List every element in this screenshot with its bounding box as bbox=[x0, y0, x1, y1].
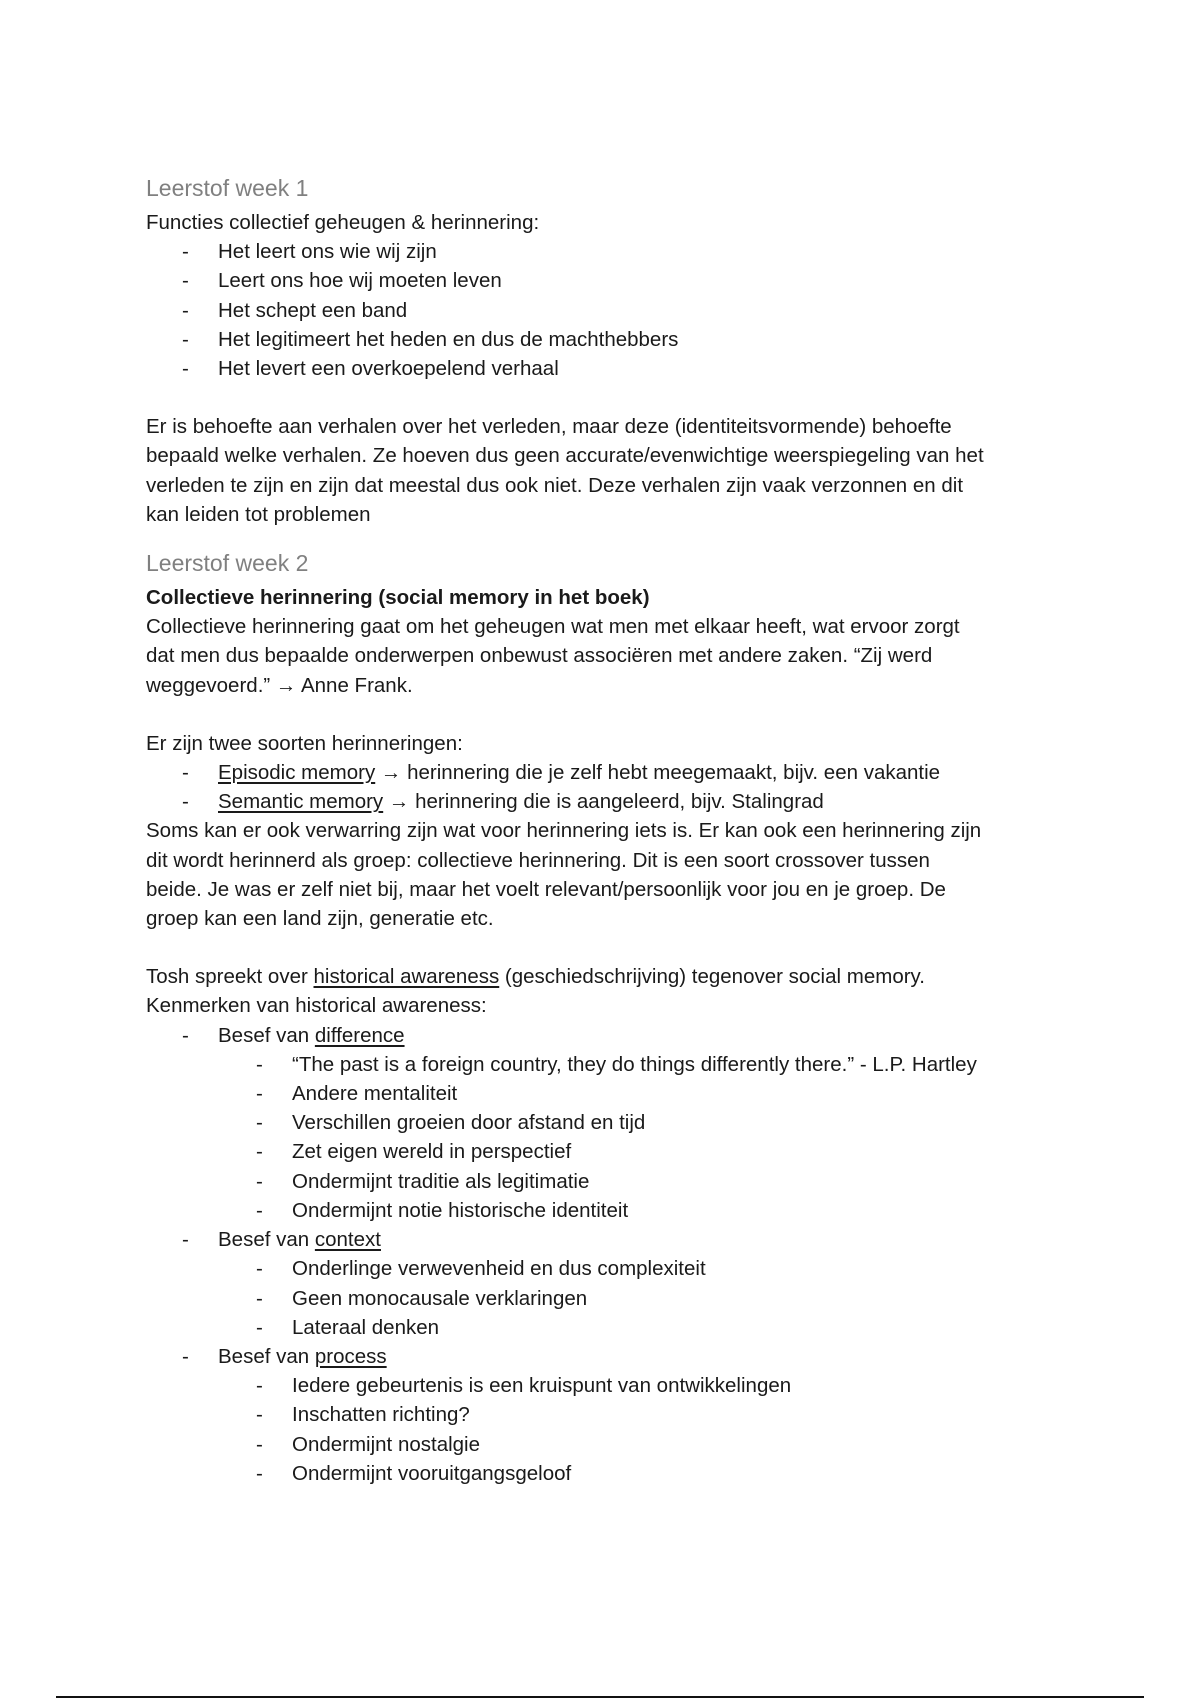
bullet-dash: - bbox=[182, 298, 189, 322]
bullet-dash: - bbox=[256, 1374, 263, 1398]
bullet-dash: - bbox=[256, 1286, 263, 1310]
bullet-dash: - bbox=[256, 1461, 263, 1485]
term-semantic-memory: Semantic memory bbox=[218, 790, 384, 814]
list-item: - “The past is a foreign country, they do things differently there.” - L.P. Hartley bbox=[146, 1050, 1066, 1079]
bullet-dash: - bbox=[256, 1052, 263, 1076]
list-item: - Ondermijnt notie historische identiteit bbox=[146, 1196, 1066, 1225]
week1-paragraph: Er is behoefte aan verhalen over het verleden, maar deze (identiteitsvormende) behoefte bepaald welke verhalen. Ze hoeven dus geen accurate/evenwichtige weerspiegeling van het verleden te zijn en zijn dat meestal dus ook niet. Deze verhalen zijn vaak verzonnen en dit kan leiden tot problemen bbox=[146, 415, 984, 526]
bullet-dash: - bbox=[256, 1403, 263, 1427]
types-title: Er zijn twee soorten herinneringen: bbox=[146, 731, 463, 755]
bullet-dash: - bbox=[182, 1228, 189, 1252]
features-title: Kenmerken van historical awareness: bbox=[146, 994, 487, 1018]
term-process: process bbox=[314, 1344, 387, 1368]
bullet-dash: - bbox=[182, 240, 189, 264]
page-bottom-rule bbox=[56, 1696, 1144, 1698]
list-item: - Lateraal denken bbox=[146, 1313, 1066, 1342]
functions-title: Functies collectief geheugen & herinnering: bbox=[146, 211, 540, 234]
memory-types-list bbox=[146, 758, 1066, 816]
term-context: context bbox=[314, 1228, 381, 1252]
list-item: - Zet eigen wereld in perspectief bbox=[146, 1137, 1066, 1166]
list-item: - Ondermijnt nostalgie bbox=[146, 1430, 1066, 1459]
bullet-dash: - bbox=[182, 1344, 189, 1368]
bullet-dash: - bbox=[256, 1140, 263, 1164]
week2-intro: Collectieve herinnering gaat om het geheugen wat men met elkaar heeft, wat ervoor zorgt dat men dus bepaalde onderwerpen onbewust associëren met andere zaken. “Zij werd weggevoerd.” → Anne Frank. bbox=[146, 615, 960, 697]
list-item: - Inschatten richting? bbox=[146, 1400, 1066, 1429]
bullet-dash: - bbox=[256, 1169, 263, 1193]
list-item: - Geen monocausale verklaringen bbox=[146, 1284, 1066, 1313]
bullet-dash: - bbox=[256, 1315, 263, 1339]
week1-heading: Leerstof week 1 bbox=[146, 175, 309, 201]
list-item: - Het legitimeert het heden en dus de machthebbers bbox=[146, 325, 1066, 354]
difference-sublist bbox=[146, 1050, 1066, 1225]
list-item: - Iedere gebeurtenis is een kruispunt van ontwikkelingen bbox=[146, 1371, 1066, 1400]
list-item: - Ondermijnt vooruitgangsgeloof bbox=[146, 1459, 1066, 1488]
bullet-dash: - bbox=[182, 1023, 189, 1047]
bullet-dash: - bbox=[256, 1432, 263, 1456]
list-item: - Andere mentaliteit bbox=[146, 1079, 1066, 1108]
list-item: - Het levert een overkoepelend verhaal bbox=[146, 354, 1066, 383]
bullet-dash: - bbox=[256, 1257, 263, 1281]
list-item: - Het schept een band bbox=[146, 296, 1066, 325]
bullet-dash: - bbox=[256, 1198, 263, 1222]
week2-heading: Leerstof week 2 bbox=[146, 550, 309, 577]
bullet-dash: - bbox=[256, 1111, 263, 1135]
bullet-dash: - bbox=[182, 269, 189, 293]
list-item: - Ondermijnt traditie als legitimatie bbox=[146, 1167, 1066, 1196]
context-sublist bbox=[146, 1254, 1066, 1342]
list-item: - Semantic memory → herinnering die is aangeleerd, bijv. Stalingrad bbox=[146, 787, 1066, 816]
document-page bbox=[146, 170, 1066, 1488]
feature-process: - Besef van process bbox=[146, 1342, 1066, 1371]
process-sublist bbox=[146, 1371, 1066, 1488]
list-item: - Leert ons hoe wij moeten leven bbox=[146, 266, 1066, 295]
features-list-context bbox=[146, 1225, 1066, 1254]
term-historical-awareness: historical awareness bbox=[313, 965, 500, 989]
features-list bbox=[146, 1021, 1066, 1050]
list-item: - Onderlinge verwevenheid en dus complexiteit bbox=[146, 1254, 1066, 1283]
list-item: - Verschillen groeien door afstand en tijd bbox=[146, 1108, 1066, 1137]
functions-list bbox=[146, 237, 1066, 383]
bullet-dash: - bbox=[182, 790, 189, 814]
bullet-dash: - bbox=[182, 761, 189, 785]
week2-subheading: Collectieve herinnering (social memory in het boek) bbox=[146, 586, 650, 610]
types-paragraph: Soms kan er ook verwarring zijn wat voor herinnering iets is. Er kan ook een herinnering zijn dit wordt herinnerd als groep: collectieve herinnering. Dit is een soort crossover tussen beide. Je was er zelf niet bij, maar het voelt relevant/persoonlijk voor jou en je groep. De groep kan een land zijn, generatie etc. bbox=[146, 819, 982, 931]
term-difference: difference bbox=[314, 1023, 405, 1047]
feature-context: - Besef van context bbox=[146, 1225, 1066, 1254]
bullet-dash: - bbox=[182, 357, 189, 381]
features-list-process bbox=[146, 1342, 1066, 1371]
list-item: - Episodic memory → herinnering die je zelf hebt meegemaakt, bijv. een vakantie bbox=[146, 758, 1066, 787]
bullet-dash: - bbox=[256, 1082, 263, 1106]
term-episodic-memory: Episodic memory bbox=[218, 761, 376, 785]
list-item: - Het leert ons wie wij zijn bbox=[146, 237, 1066, 266]
feature-difference: - Besef van difference bbox=[146, 1021, 1066, 1050]
tosh-sentence: Tosh spreekt over historical awareness (geschiedschrijving) tegenover social memory. bbox=[146, 965, 925, 989]
bullet-dash: - bbox=[182, 327, 189, 351]
